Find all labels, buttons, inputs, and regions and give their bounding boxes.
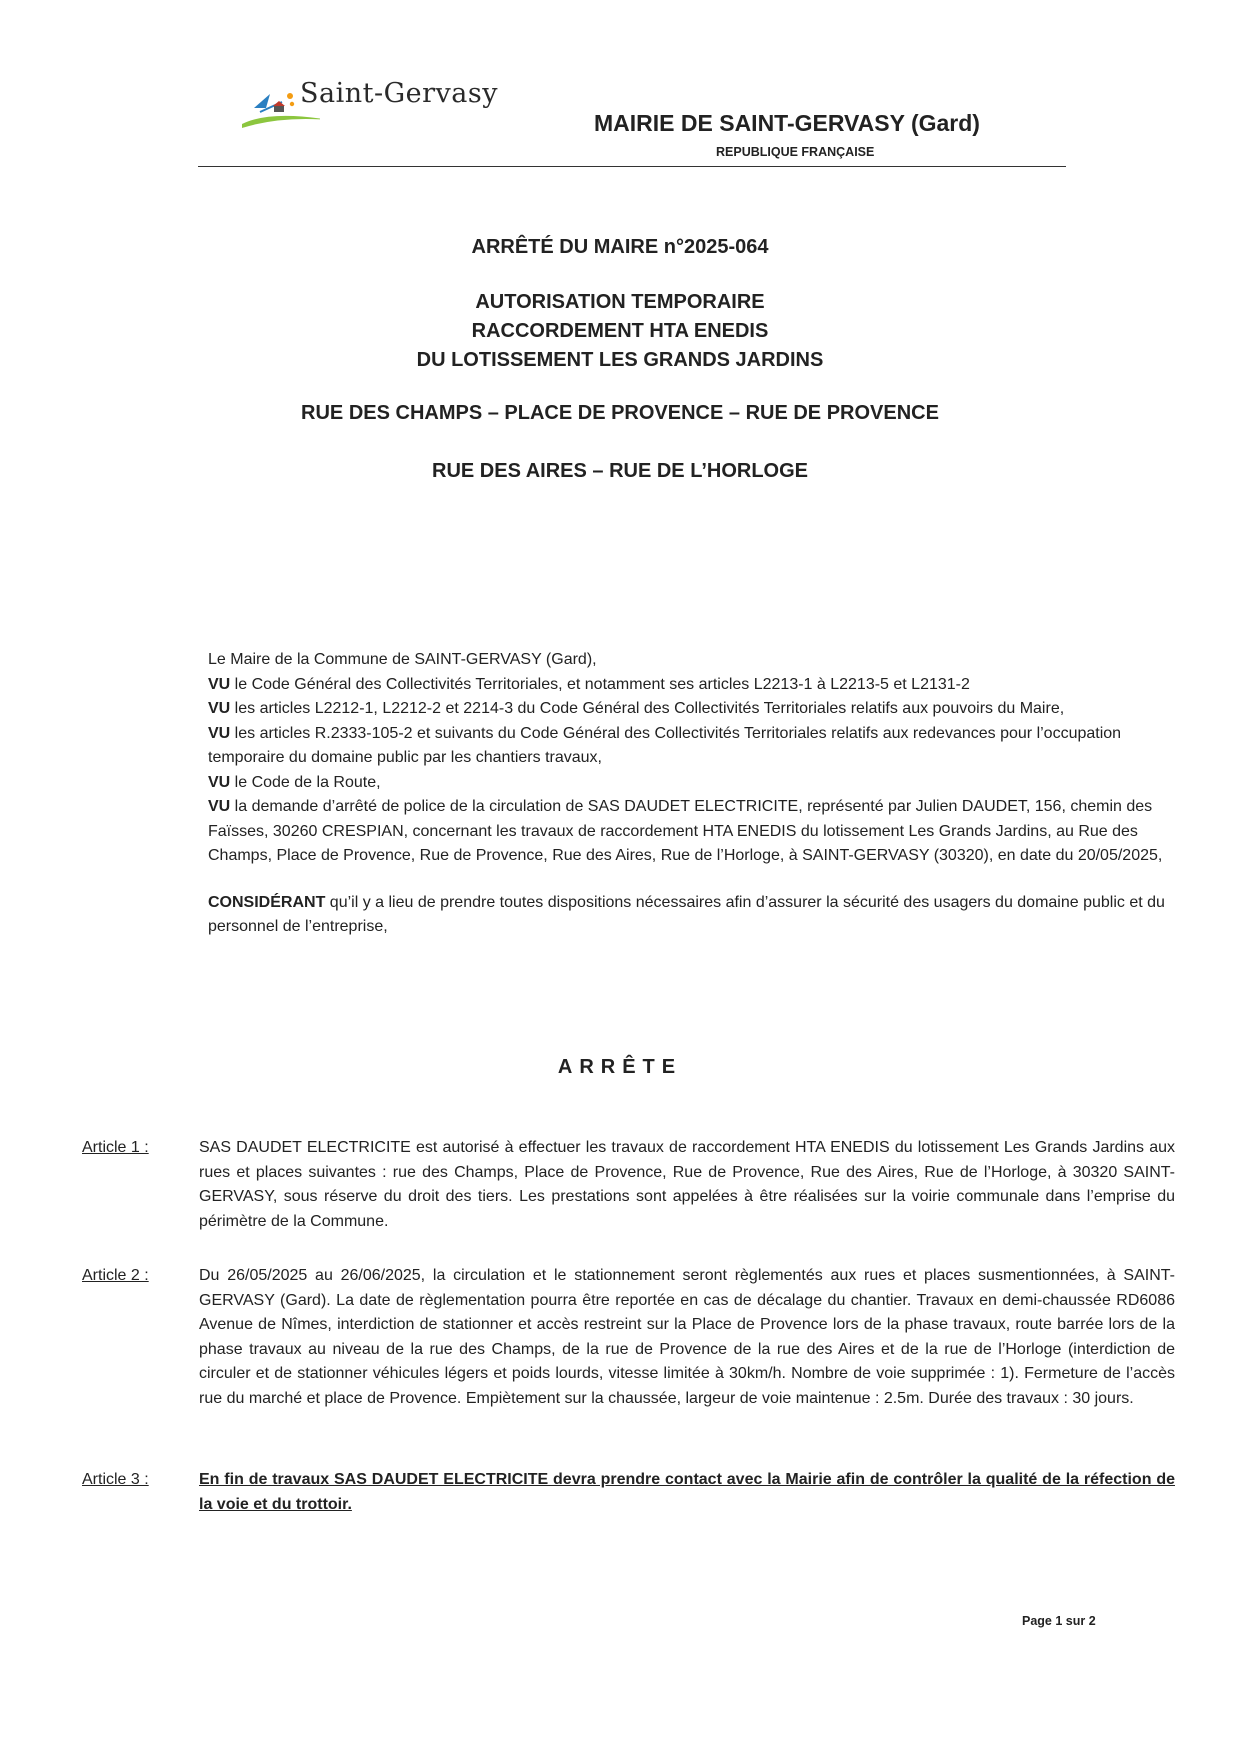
header-divider — [198, 166, 1066, 167]
logo-text: Saint-Gervasy — [300, 78, 499, 109]
commune-logo — [240, 72, 510, 136]
arrete-heading: ARRÊTE — [557, 1056, 683, 1078]
vu-label: VU — [208, 675, 231, 693]
vu-text: les articles L2212-1, L2212-2 et 2214-3 du Code Général des Collectivités Territoriales relatifs aux pouvoirs du Maire, — [230, 700, 1065, 717]
vu-clause — [208, 673, 1176, 698]
arrete-number-title: ARRÊTÉ DU MAIRE n°2025-064 — [471, 236, 769, 258]
vu-text: la demande d’arrêté de police de la circulation de SAS DAUDET ELECTRICITE, représenté par Julien DAUDET, 156, chemin des Faïsses, 30260 CRESPIAN, concernant les travaux de raccordement HTA ENEDIS du lotissement Les Grands Jardins, au Rue des Champs, Place de Provence, Rue de Provence, Rue des Aires, Rue de l’Horloge, à SAINT-GERVASY (30320), en date du 20/05/2025, — [208, 798, 1163, 864]
vu-text: le Code Général des Collectivités Territoriales, et notamment ses articles L2213-1 à L2213-5 et L2131-2 — [230, 675, 970, 693]
subject-line-2: RACCORDEMENT HTA ENEDIS — [471, 320, 769, 342]
vu-clause — [208, 697, 1176, 722]
considerant-clause — [208, 891, 1176, 940]
vu-label: VU — [208, 798, 231, 815]
republique-subtitle: REPUBLIQUE FRANÇAISE — [716, 145, 875, 159]
article-text: En fin de travaux SAS DAUDET ELECTRICITE devra prendre contact avec la Mairie afin de contrôler la qualité de la réfection de la voie et du trottoir. — [199, 1471, 1175, 1513]
vu-clause — [208, 795, 1176, 869]
article-label: Article 2 : — [82, 1267, 149, 1284]
article-label: Article 1 : — [82, 1139, 149, 1156]
vu-label: VU — [208, 773, 231, 791]
vu-text: le Code de la Route, — [230, 773, 381, 791]
subject-line-1: AUTORISATION TEMPORAIRE — [475, 291, 765, 313]
vu-clause — [208, 771, 1176, 796]
article-text: Du 26/05/2025 au 26/06/2025, la circulation et le stationnement seront règlementés aux rues et places susmentionnées, à SAINT-GERVASY (Gard). La date de règlementation pourra être reportée en cas de décalage du chantier. Travaux en demi-chaussée RD6086 Avenue de Nîmes, interdiction de stationner et accès restreint sur la Place de Provence lors de la phase travaux, route barrée lors de la phase travaux au niveau de la rue des Champs, de la rue de Provence de la rue des Aires et de la rue de l’Horloge (interdiction de circuler et de stationner véhicules légers et poids lourds, vitesse limitée à 30km/h. Nombre de voie supprimée : 1). Fermeture de l’accès rue du marché et place de Provence. Empiètement sur la chaussée, largeur de voie maintenue : 2.5m. Durée des travaux : 30 jours. — [199, 1267, 1175, 1407]
vu-text: les articles R.2333-105-2 et suivants du Code Général des Collectivités Territoriales relatifs aux redevances pour l’occupation temporaire du domaine public par les chantiers travaux, — [208, 724, 1122, 766]
considerant-label: CONSIDÉRANT — [208, 893, 326, 911]
streets-line-2: RUE DES AIRES – RUE DE L’HORLOGE — [432, 460, 808, 482]
subject-line-3: DU LOTISSEMENT LES GRANDS JARDINS — [416, 349, 824, 371]
mairie-title: MAIRIE DE SAINT-GERVASY (Gard) — [594, 110, 980, 136]
arrete-subject — [0, 288, 1240, 375]
streets-line-1: RUE DES CHAMPS – PLACE DE PROVENCE – RUE DE PROVENCE — [301, 402, 939, 424]
page-number: Page 1 sur 2 — [1022, 1614, 1096, 1628]
preamble-intro: Le Maire de la Commune de SAINT-GERVASY (Gard), — [208, 651, 597, 668]
vu-label: VU — [208, 724, 231, 742]
considerant-text: qu’il y a lieu de prendre toutes dispositions nécessaires afin d’assurer la sécurité des usagers du domaine public et du personnel de l’entreprise, — [208, 893, 1165, 935]
article-label: Article 3 : — [82, 1471, 149, 1488]
preamble — [208, 648, 1176, 940]
vu-clause — [208, 722, 1176, 771]
vu-label: VU — [208, 700, 231, 717]
article-text: SAS DAUDET ELECTRICITE est autorisé à effectuer les travaux de raccordement HTA ENEDIS du lotissement Les Grands Jardins aux rues et places suivantes : rue des Champs, Place de Provence, Rue de Provence, Rue des Aires, Rue de l’Horloge, à 30320 SAINT-GERVASY, sous réserve du droit des tiers. Les prestations sont appelées à être réalisées sur la voirie communale dans l’emprise du périmètre de la Commune. — [199, 1139, 1175, 1230]
